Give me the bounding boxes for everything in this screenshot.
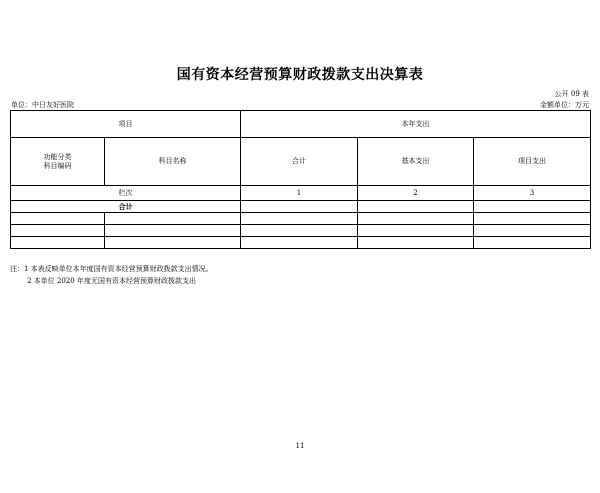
table-row (11, 213, 591, 225)
reporting-unit: 单位：中日友好医院 (11, 101, 74, 109)
column-index-1: 1 (241, 186, 358, 201)
table-cell (358, 225, 474, 237)
header-current-year: 本年支出 (241, 111, 591, 138)
table-cell (241, 237, 358, 249)
table-cell (241, 213, 358, 225)
table-cell (11, 225, 105, 237)
total-cell-1 (241, 201, 358, 213)
header-basic: 基本支出 (358, 138, 474, 186)
table-cell (241, 225, 358, 237)
table-cell (11, 237, 105, 249)
column-index-2: 2 (358, 186, 474, 201)
amount-unit: 金额单位：万元 (540, 101, 589, 109)
form-code: 公开 09 表 (554, 90, 589, 98)
table-cell (11, 213, 105, 225)
column-index-label: 栏次 (11, 186, 241, 201)
func-class-line1: 功能分类 (43, 152, 72, 161)
table-row (11, 225, 591, 237)
header-subject-name: 科目名称 (105, 138, 241, 186)
total-row (11, 201, 591, 213)
header-item: 项目 (11, 111, 241, 138)
func-class-line2: 科目编码 (43, 161, 72, 170)
column-index-3: 3 (474, 186, 591, 201)
page-title: 国有资本经营预算财政拨款支出决算表 (176, 67, 424, 83)
header-total: 合计 (241, 138, 358, 186)
header-row-1 (11, 111, 591, 138)
header-row-2 (11, 138, 591, 186)
table-cell (358, 237, 474, 249)
total-cell-3 (474, 201, 591, 213)
total-row-label: 合计 (11, 201, 241, 213)
table-cell (474, 237, 591, 249)
table-cell (358, 213, 474, 225)
table-row (11, 237, 591, 249)
note-line-1: 注：1 本表反映单位本年度国有资本经营预算财政拨款支出情况。 (10, 265, 213, 273)
page-number: 11 (295, 442, 305, 450)
expenditure-table (10, 110, 591, 249)
table-cell (105, 213, 241, 225)
header-func-class (11, 138, 105, 186)
note-line-2: 2 本单位 2020 年度无国有资本经营预算财政拨款支出 (27, 277, 196, 285)
table-cell (474, 225, 591, 237)
table-cell (474, 213, 591, 225)
total-cell-2 (358, 201, 474, 213)
table-cell (105, 237, 241, 249)
column-index-row (11, 186, 591, 201)
table-cell (105, 225, 241, 237)
header-project: 项目支出 (474, 138, 591, 186)
